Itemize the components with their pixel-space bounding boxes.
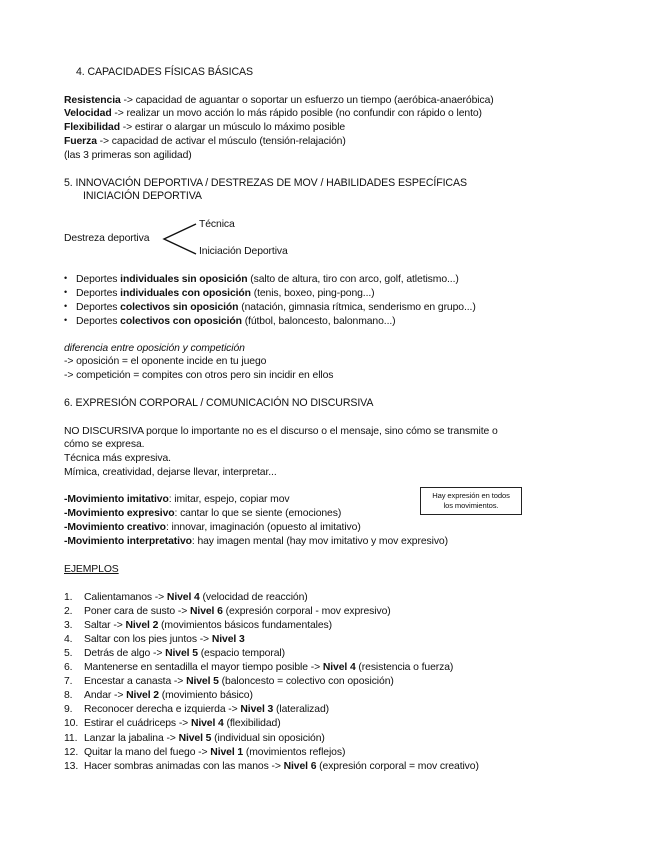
section4-note: (las 3 primeras son agilidad) [64, 150, 192, 161]
movimiento-interpretativo: -Movimiento interpretativo: hay imagen mental (hay mov imitativo y mov expresivo) [64, 536, 448, 547]
example-item: Poner cara de susto -> Nivel 6 (expresión corporal - mov expresivo) [84, 606, 391, 617]
example-item: Calientamanos -> Nivel 4 (velocidad de reacción) [84, 592, 308, 603]
example-item: Estirar el cuádriceps -> Nivel 4 (flexibilidad) [84, 718, 281, 729]
list-item: Deportes colectivos sin oposición (natación, gimnasia rítmica, senderismo en grupo...) [76, 302, 476, 313]
section5-title: 5. INNOVACIÓN DEPORTIVA / DESTREZAS DE MOV / HABILIDADES ESPECÍFICAS [64, 177, 467, 189]
example-item: Saltar -> Nivel 2 (movimientos básicos fundamentales) [84, 620, 332, 631]
example-number: 1. [64, 592, 73, 603]
section6-paragraph-line2: cómo se expresa. [64, 439, 145, 450]
section6-paragraph: NO DISCURSIVA porque lo importante no es el discurso o el mensaje, sino cómo se transmite o [64, 426, 498, 437]
capacity-velocidad: Velocidad -> realizar un movo acción lo más rápido posible (no confundir con rápido o lento) [64, 108, 482, 119]
example-number: 5. [64, 648, 73, 659]
expression-note-box [420, 487, 522, 515]
example-item: Hacer sombras animadas con las manos -> Nivel 6 (expresión corporal = mov creativo) [84, 761, 479, 772]
section6-title: 6. EXPRESIÓN CORPORAL / COMUNICACIÓN NO DISCURSIVA [64, 397, 374, 409]
example-number: 4. [64, 634, 73, 645]
movimiento-expresivo: -Movimiento expresivo: cantar lo que se siente (emociones) [64, 508, 342, 519]
example-number: 13. [64, 761, 79, 772]
box-line: los movimientos. [443, 501, 499, 510]
example-item: Andar -> Nivel 2 (movimiento básico) [84, 690, 253, 701]
example-number: 7. [64, 676, 73, 687]
list-item: Deportes individuales sin oposición (salto de altura, tiro con arco, golf, atletismo...) [76, 274, 459, 285]
diagram-branch-bottom: Iniciación Deportiva [199, 246, 288, 257]
capacity-fuerza: Fuerza -> capacidad de activar el músculo (tensión-relajación) [64, 136, 346, 147]
example-number: 10. [64, 718, 79, 729]
box-line: Hay expresión en todos [432, 491, 510, 500]
list-item: Deportes colectivos con oposición (fútbol, baloncesto, balonmano...) [76, 316, 396, 327]
diff-title: diferencia entre oposición y competición [64, 343, 245, 354]
example-item: Reconocer derecha e izquierda -> Nivel 3 (lateralizad) [84, 704, 329, 715]
example-item: Mantenerse en sentadilla el mayor tiempo posible -> Nivel 4 (resistencia o fuerza) [84, 662, 454, 673]
section6-tecnica: Técnica más expresiva. [64, 453, 171, 464]
example-number: 11. [64, 733, 78, 744]
example-number: 8. [64, 690, 73, 701]
example-item: Detrás de algo -> Nivel 5 (espacio temporal) [84, 648, 285, 659]
section4-title: 4. CAPACIDADES FÍSICAS BÁSICAS [76, 66, 253, 78]
bullet-icon: • [64, 273, 68, 283]
section5-title-line2: INICIACIÓN DEPORTIVA [83, 190, 202, 202]
example-number: 12. [64, 747, 79, 758]
example-item: Saltar con los pies juntos -> Nivel 3 [84, 634, 245, 645]
example-number: 3. [64, 620, 73, 631]
example-item: Quitar la mano del fuego -> Nivel 1 (movimientos reflejos) [84, 747, 346, 758]
capacity-resistencia: Resistencia -> capacidad de aguantar o soportar un esfuerzo un tiempo (aeróbica-anaeróbica) [64, 95, 494, 106]
diff-line-competicion: -> competición = compites con otros pero sin incidir en ellos [64, 370, 334, 381]
examples-title: EJEMPLOS [64, 564, 119, 575]
movimiento-imitativo: -Movimiento imitativo: imitar, espejo, copiar mov [64, 494, 290, 505]
diagram-root: Destreza deportiva [64, 233, 150, 244]
example-item: Lanzar la jabalina -> Nivel 5 (individual sin oposición) [84, 733, 325, 744]
diff-line-oposicion: -> oposición = el oponente incide en tu juego [64, 356, 267, 367]
bullet-icon: • [64, 287, 68, 297]
section6-mimica: Mímica, creatividad, dejarse llevar, interpretar... [64, 467, 277, 478]
list-item: Deportes individuales con oposición (tenis, boxeo, ping-pong...) [76, 288, 375, 299]
example-number: 2. [64, 606, 73, 617]
bullet-icon: • [64, 315, 68, 325]
capacity-flexibilidad: Flexibilidad -> estirar o alargar un músculo lo máximo posible [64, 122, 346, 133]
bullet-icon: • [64, 301, 68, 311]
example-number: 6. [64, 662, 73, 673]
example-item: Encestar a canasta -> Nivel 5 (baloncesto = colectivo con oposición) [84, 676, 394, 687]
diagram-branch-top: Técnica [199, 219, 235, 230]
branch-bracket-icon [160, 222, 200, 256]
movimiento-creativo: -Movimiento creativo: innovar, imaginación (opuesto al imitativo) [64, 522, 361, 533]
example-number: 9. [64, 704, 73, 715]
